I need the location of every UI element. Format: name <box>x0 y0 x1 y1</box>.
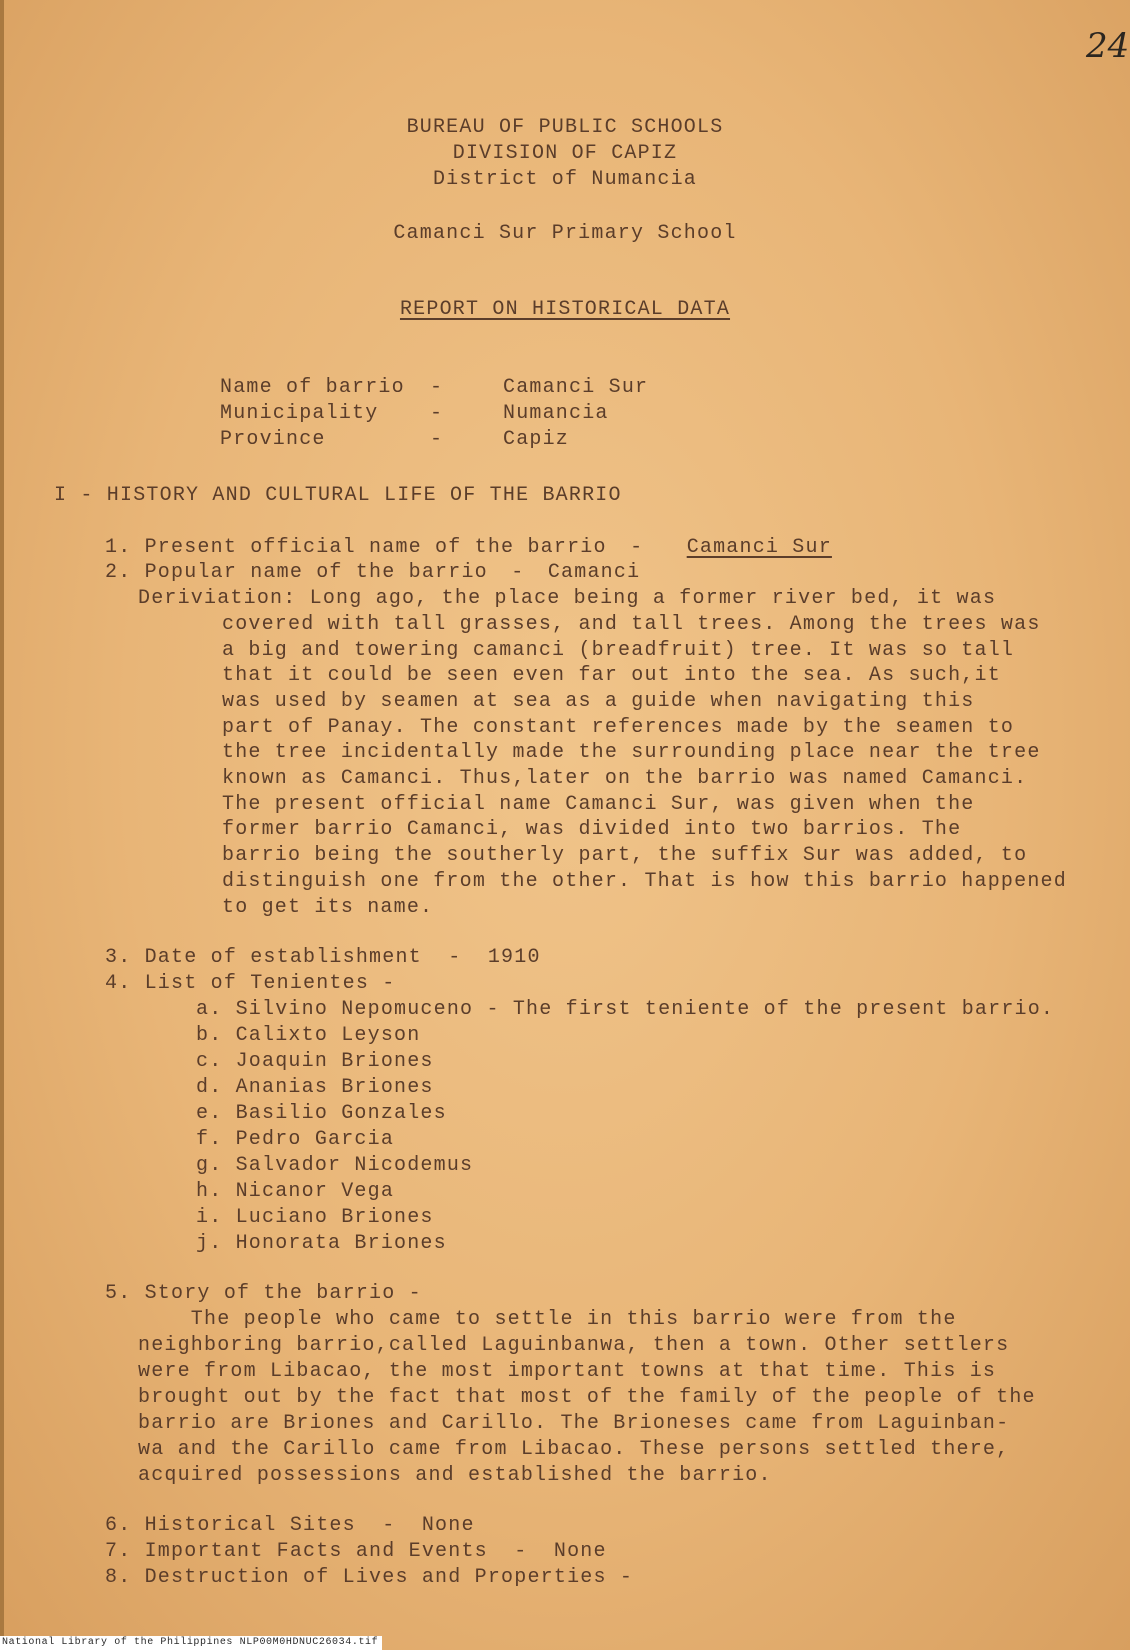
item-2 <box>105 561 640 585</box>
page-left-edge <box>0 0 4 1650</box>
derivation-line: a big and towering camanci (breadfruit) tree. It was so tall <box>222 639 1015 662</box>
list-item: g. Salvador Nicodemus <box>196 1154 474 1177</box>
section-title: I - HISTORY AND CULTURAL LIFE OF THE BARRIO <box>54 484 622 507</box>
item-5: 5. Story of the barrio - <box>105 1282 422 1305</box>
school-heading: Camanci Sur Primary School <box>393 222 737 245</box>
derivation-line: was used by seamen at sea as a guide when navigating this <box>222 690 975 713</box>
derivation-line: the tree incidentally made the surrounding place near the tree <box>222 741 1041 764</box>
item-8: 8. Destruction of Lives and Properties - <box>105 1566 634 1589</box>
list-item: e. Basilio Gonzales <box>196 1102 447 1125</box>
story-line: brought out by the fact that most of the family of the people of the <box>138 1386 1036 1409</box>
derivation-line: to get its name. <box>222 896 434 919</box>
story-line: The people who came to settle in this barrio were from the <box>138 1308 957 1331</box>
derivation-line: distinguish one from the other. That is how this barrio happened <box>222 870 1067 893</box>
item-4: 4. List of Tenientes - <box>105 972 396 995</box>
item-7: 7. Important Facts and Events - None <box>105 1540 607 1563</box>
list-item: j. Honorata Briones <box>196 1232 447 1255</box>
info-separator: - <box>430 402 444 425</box>
derivation-label: Deriviation: <box>138 587 297 610</box>
list-item: d. Ananias Briones <box>196 1076 434 1099</box>
derivation-line: that it could be seen even far out into the sea. As such,it <box>222 664 1001 687</box>
division-heading: DIVISION OF CAPIZ <box>452 142 678 165</box>
report-title: REPORT ON HISTORICAL DATA <box>399 298 731 321</box>
list-item: f. Pedro Garcia <box>196 1128 395 1151</box>
derivation-line: former barrio Camanci, was divided into two barrios. The <box>222 818 962 841</box>
item-6: 6. Historical Sites - None <box>105 1514 475 1537</box>
story-line: barrio are Briones and Carillo. The Brioneses came from Laguinban- <box>138 1412 1010 1435</box>
story-line: acquired possessions and established the barrio. <box>138 1464 772 1487</box>
info-separator: - <box>430 376 444 399</box>
district-heading: District of Numancia <box>432 168 698 191</box>
derivation-line: part of Panay. The constant references made by the seamen to <box>222 716 1015 739</box>
bureau-heading: BUREAU OF PUBLIC SCHOOLS <box>406 116 724 139</box>
item-1-separator: - <box>630 536 644 559</box>
info-separator: - <box>430 428 444 451</box>
info-label: Province <box>220 428 326 451</box>
list-item: i. Luciano Briones <box>196 1206 434 1229</box>
info-value: Capiz <box>503 428 570 451</box>
story-line: were from Libacao, the most important towns at that time. This is <box>138 1360 997 1383</box>
list-item: b. Calixto Leyson <box>196 1024 421 1047</box>
derivation-text: Long ago, the place being a former river bed, it was <box>309 587 997 610</box>
list-item: c. Joaquin Briones <box>196 1050 434 1073</box>
item-1-label: 1. Present official name of the barrio <box>105 536 607 559</box>
item-2-label: 2. Popular name of the barrio <box>105 561 488 584</box>
story-line: neighboring barrio,called Laguinbanwa, then a town. Other settlers <box>138 1334 1010 1357</box>
list-item: a. Silvino Nepomuceno - The first teniente of the present barrio. <box>196 998 1055 1021</box>
item-2-value: Camanci <box>547 561 641 584</box>
item-1 <box>105 536 832 560</box>
item-2-separator: - <box>511 561 525 584</box>
info-value: Camanci Sur <box>503 376 649 399</box>
list-item: h. Nicanor Vega <box>196 1180 395 1203</box>
item-1-value: Camanci Sur <box>686 536 832 559</box>
story-line: wa and the Carillo came from Libacao. These persons settled there, <box>138 1438 1010 1461</box>
derivation-line: barrio being the southerly part, the suffix Sur was added, to <box>222 844 1028 867</box>
item-3: 3. Date of establishment - 1910 <box>105 946 541 969</box>
page-number: 24 <box>1086 26 1130 66</box>
derivation <box>138 587 996 611</box>
info-label: Municipality <box>220 402 379 425</box>
catalog-footer: National Library of the Philippines NLP00M0HDNUC26034.tif <box>0 1636 382 1650</box>
derivation-line: covered with tall grasses, and tall trees. Among the trees was <box>222 613 1041 636</box>
info-label: Name of barrio <box>220 376 405 399</box>
derivation-line: The present official name Camanci Sur, was given when the <box>222 793 975 816</box>
info-value: Numancia <box>503 402 609 425</box>
derivation-line: known as Camanci. Thus,later on the barrio was named Camanci. <box>222 767 1028 790</box>
